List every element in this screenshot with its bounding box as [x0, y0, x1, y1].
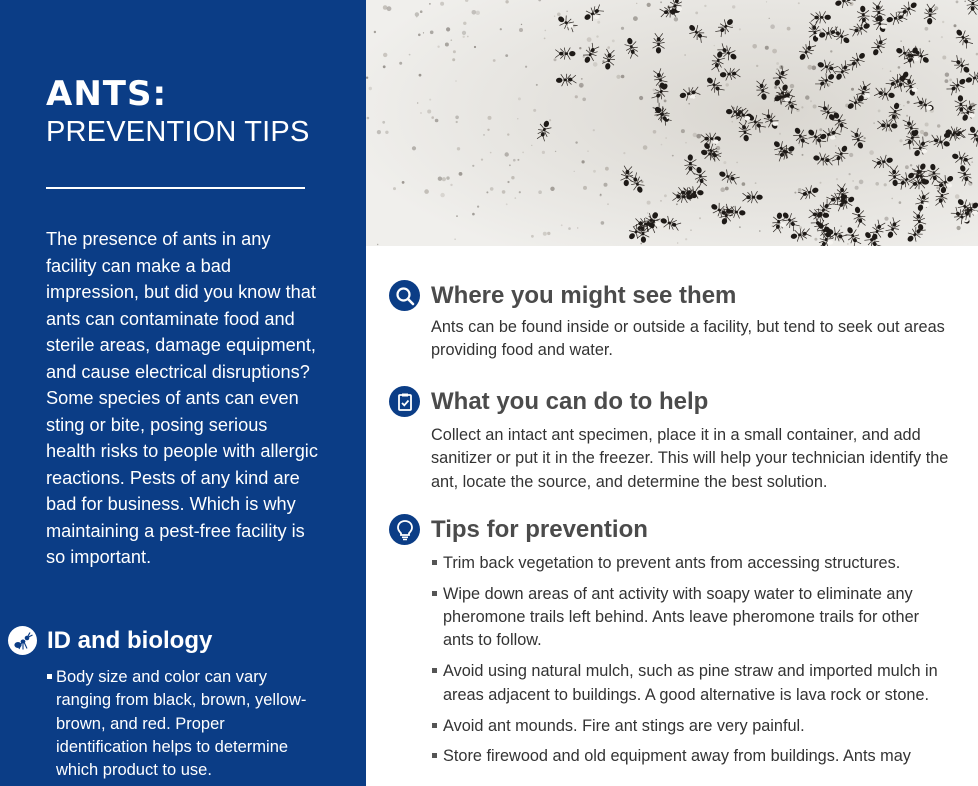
page-subtitle: PREVENTION TIPS — [46, 116, 310, 148]
ants-swarm-on-wall-photo — [366, 0, 978, 246]
ant-icon — [8, 626, 37, 655]
help-body: Collect an intact ant specimen, place it in a small container, and add sanitizer or put it in the freezer. This will help your technician identify the ant, locate the source, and determine the best solution. — [431, 426, 949, 491]
list-item: Avoid using natural mulch, such as pine straw and imported mulch in areas adjacent to buildings. A good alternative is lava rock or stone. — [431, 660, 951, 707]
where-title: Where you might see them — [431, 281, 737, 309]
id-biology-title: ID and biology — [47, 626, 213, 654]
title-divider — [46, 187, 305, 189]
tips-list — [431, 552, 951, 776]
checklist-icon — [389, 386, 420, 417]
page-title: ANTS: — [46, 74, 168, 114]
id-biology-list — [46, 666, 316, 782]
tips-title: Tips for prevention — [431, 515, 648, 543]
magnifier-icon — [389, 280, 420, 311]
help-heading — [389, 386, 708, 417]
intro-paragraph: The presence of ants in any facility can make a bad impression, but did you know that ants can contaminate food and sterile areas, damage equipment, and cause electrical disruptions? Some species of ants can even sting or bite, posing serious health risks to people with allergic reactions. Pests of any kind are bad for business. Which is why maintaining a pest-free facility is so important. — [46, 229, 318, 567]
list-item: Wipe down areas of ant activity with soapy water to eliminate any pheromone trails left behind. Ants leave pheromone trails for other ants to follow. — [431, 583, 951, 653]
list-item: Body size and color can vary ranging from black, brown, yellow-brown, and red. Proper identification helps to determine which product to use. — [46, 666, 316, 782]
list-item: Store firewood and old equipment away from buildings. Ants may — [431, 745, 951, 768]
help-title: What you can do to help — [431, 387, 709, 415]
where-heading — [389, 280, 736, 311]
tips-heading — [389, 514, 648, 545]
where-body: Ants can be found inside or outside a facility, but tend to seek out areas providing food and water. — [431, 318, 945, 360]
lightbulb-icon — [389, 514, 420, 545]
left-panel — [0, 0, 366, 786]
list-item: Trim back vegetation to prevent ants from accessing structures. — [431, 552, 951, 575]
id-biology-heading — [8, 626, 212, 655]
list-item: Avoid ant mounds. Fire ant stings are very painful. — [431, 715, 951, 738]
